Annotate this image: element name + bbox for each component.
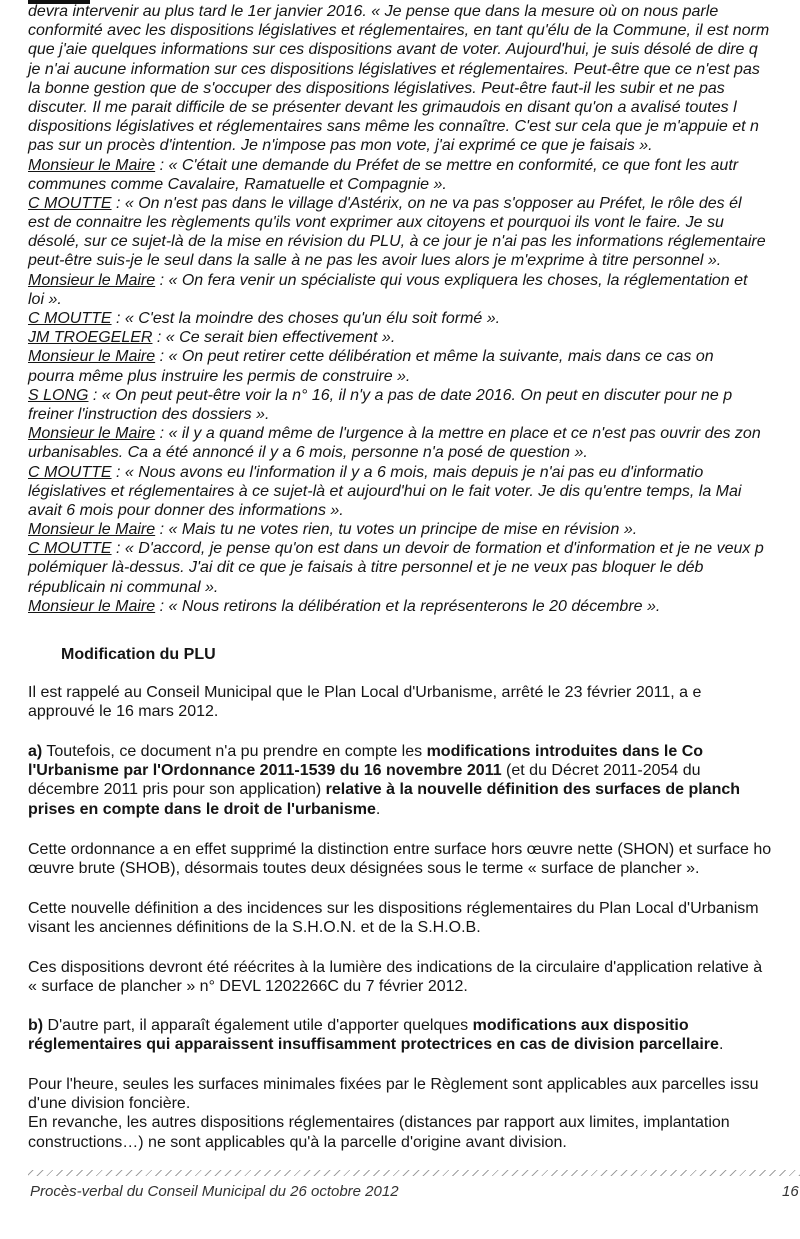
transcript-text: freiner l'instruction des dossiers ».	[28, 405, 270, 423]
transcript-text: devra intervenir au plus tard le 1er janvier 2016. « Je pense que dans la mesure où on nous parle	[28, 3, 719, 20]
bold-text: modifications aux dispositio	[472, 1017, 689, 1034]
footer-title: Procès-verbal du Conseil Municipal du 26 octobre 2012	[30, 1183, 399, 1200]
transcript-text: : « D'accord, je pense qu'on est dans un devoir de formation et d'information et je ne veux p	[111, 540, 764, 558]
transcript-text: : « On fera venir un spécialiste qui vous expliquera les choses, la réglementation et	[155, 271, 748, 289]
transcript-line	[28, 386, 800, 405]
transcript-text: polémiquer là-dessus. J'ai dit ce que je faisais à titre personnel et je ne veux pas bloquer le déb	[28, 559, 704, 577]
transcript-text: que j'aie quelques informations sur ces dispositions avant de voter. Aujourd'hui, je suis désolé de dire q	[28, 41, 758, 59]
paragraph	[28, 1075, 800, 1152]
speaker-name: Monsieur le Maire	[28, 348, 156, 366]
body-text: .	[718, 1036, 724, 1054]
body-text: « surface de plancher » n° DEVL 1202266C du 7 février 2012.	[28, 978, 468, 996]
transcript-text: communes comme Cavalaire, Ramatuelle et Compagnie ».	[28, 175, 447, 193]
body-text: d'une division foncière.	[28, 1095, 191, 1113]
paragraph-line	[28, 742, 800, 761]
speaker-name: Monsieur le Maire	[28, 425, 156, 443]
paragraph-line	[28, 761, 800, 780]
transcript-line	[28, 136, 800, 155]
body-text: En revanche, les autres dispositions réglementaires (distances par rapport aux limites, implantation	[28, 1114, 730, 1132]
transcript-line	[28, 367, 800, 386]
footer-divider	[28, 1170, 800, 1176]
speaker-name: Monsieur le Maire	[28, 271, 156, 289]
section-heading: Modification du PLU	[61, 646, 216, 663]
paragraph-line	[28, 1016, 800, 1035]
transcript-line	[28, 539, 800, 558]
body-text: D'autre part, il apparaît également utile d'apporter quelques	[43, 1017, 473, 1034]
transcript-text: : « On n'est pas dans le village d'Astérix, on ne va pas s'opposer au Préfet, le rôle des él	[111, 194, 742, 212]
transcript-line	[28, 40, 800, 59]
speaker-name: Monsieur le Maire	[28, 156, 156, 174]
transcript-text: : « Mais tu ne votes rien, tu votes un principe de mise en révision ».	[155, 521, 638, 539]
speaker-name: S LONG	[28, 386, 89, 404]
transcript-text: républicain ni communal ».	[28, 578, 219, 596]
transcript-line	[28, 501, 800, 520]
body-text: Cette ordonnance a en effet supprimé la distinction entre surface hors œuvre nette (SHON) et surface ho	[28, 841, 772, 858]
paragraph	[28, 742, 800, 819]
transcript-line	[28, 290, 800, 309]
transcript-text: : « il y a quand même de l'urgence à la mettre en place et ce n'est pas ouvrir des zon	[155, 425, 761, 443]
paragraph	[28, 899, 800, 937]
transcript-line	[28, 79, 800, 98]
transcript-line	[28, 98, 800, 117]
bold-text: relative à la nouvelle définition des surfaces de planch	[325, 781, 741, 799]
transcript-line	[28, 156, 800, 175]
body-text: Pour l'heure, seules les surfaces minimales fixées par le Règlement sont applicables aux parcelles issu	[28, 1076, 759, 1093]
transcript-line	[28, 520, 800, 539]
speaker-name: Monsieur le Maire	[28, 597, 156, 615]
bold-text: modifications introduites dans le Co	[426, 743, 704, 760]
transcript-text: discuter. Il me parait difficile de se présenter devant les grimaudois en disant qu'on a avalisé toutes l	[28, 98, 737, 116]
bold-text: a)	[28, 743, 43, 760]
transcript-text: : « Ce serait bien effectivement ».	[152, 329, 396, 347]
transcript-text: avait 6 mois pour donner des informations ».	[28, 501, 344, 519]
speaker-name: C MOUTTE	[28, 194, 112, 212]
page-number: 16	[782, 1183, 799, 1200]
speaker-name: Monsieur le Maire	[28, 521, 156, 539]
transcript-line	[28, 21, 800, 40]
body-text: .	[375, 800, 381, 818]
transcript-text: désolé, sur ce sujet-là de la mise en révision du PLU, à ce jour je n'ai pas les informations réglementaire	[28, 233, 766, 251]
paragraph-line	[28, 800, 800, 819]
transcript-text: : « C'est la moindre des choses qu'un élu soit formé ».	[111, 310, 501, 327]
transcript-line	[28, 2, 800, 21]
transcript-text: conformité avec les dispositions législatives et réglementaires, en tant qu'élu de la Commune, il est norm	[28, 22, 770, 40]
transcript-text: : « C'était une demande du Préfet de se mettre en conformité, ce que font les autr	[155, 156, 739, 174]
paragraph-line	[28, 780, 800, 799]
body-text: Ces dispositions devront été réécrites à la lumière des indications de la circulaire d'application relative à	[28, 959, 763, 976]
transcript-line	[28, 194, 800, 213]
transcript-line	[28, 251, 800, 270]
transcript-line	[28, 597, 800, 616]
bold-text: réglementaires qui apparaissent insuffisamment protectrices en cas de division parcellaire	[28, 1036, 719, 1054]
paragraph-line	[28, 918, 800, 937]
transcript-line	[28, 213, 800, 232]
transcript-text: est de connaitre les règlements qu'ils vont exprimer aux citoyens et pourquoi ils vont le faire. Je su	[28, 214, 724, 232]
body-text: (et du Décret 2011-2054 du	[501, 762, 701, 780]
transcript-line	[28, 347, 800, 366]
transcript-text: législatives et réglementaires à ce sujet-là et aujourd'hui on le fait voter. Je dis qu'entre temps, la Mai	[28, 482, 742, 500]
body-text: décembre 2011 pris pour son application)	[28, 781, 326, 799]
paragraph	[28, 840, 800, 878]
paragraph-line	[28, 1035, 800, 1054]
bold-text: prises en compte dans le droit de l'urbanisme	[28, 800, 376, 818]
transcript-text: : « On peut peut-être voir la n° 16, il n'y a pas de date 2016. On peut en discuter pour ne p	[88, 386, 733, 404]
paragraph-line	[28, 1133, 800, 1152]
body-text: approuvé le 16 mars 2012.	[28, 703, 219, 721]
paragraph-line	[28, 899, 800, 918]
speaker-name: C MOUTTE	[28, 310, 112, 327]
transcript-line	[28, 424, 800, 443]
paragraph-line	[28, 840, 800, 859]
transcript-line	[28, 328, 800, 347]
transcript-text: je n'ai aucune information sur ces dispositions législatives et réglementaires. Peut-être que ce n'est pas	[28, 60, 760, 78]
paragraph	[28, 683, 800, 721]
paragraph-line	[28, 683, 800, 702]
paragraph-line	[28, 958, 800, 977]
paragraph	[28, 958, 800, 996]
transcript-text: la bonne gestion que de s'occuper des dispositions législatives. Peut-être faut-il les subir et ne pas	[28, 79, 725, 97]
body-text: Il est rappelé au Conseil Municipal que le Plan Local d'Urbanisme, arrêté le 23 février 2011, a e	[28, 684, 702, 701]
paragraph-line	[28, 702, 800, 721]
transcript-text: urbanisables. Ca a été annoncé il y a 6 mois, personne n'a posé de question ».	[28, 444, 588, 462]
transcript-line	[28, 271, 800, 290]
paragraph-line	[28, 1075, 800, 1094]
transcript-line	[28, 175, 800, 194]
transcript-line	[28, 463, 800, 482]
body-text: constructions…) ne sont applicables qu'à la parcelle d'origine avant division.	[28, 1133, 567, 1151]
transcript-line	[28, 558, 800, 577]
body-text: Cette nouvelle définition a des incidences sur les dispositions réglementaires du Plan Local d'Urbanism	[28, 900, 759, 917]
transcript-text: : « Nous retirons la délibération et la représenterons le 20 décembre ».	[155, 597, 661, 615]
speaker-name: JM TROEGELER	[28, 329, 153, 347]
bold-text: l'Urbanisme par l'Ordonnance 2011-1539 du 16 novembre 2011	[28, 762, 502, 780]
transcript-line	[28, 578, 800, 597]
body-text: œuvre brute (SHOB), désormais toutes deux désignées sous le terme « surface de plancher ».	[28, 860, 700, 878]
transcript-text: peut-être suis-je le seul dans la salle à ne pas les avoir lues alors je m'exprime à titre personnel ».	[28, 252, 722, 270]
bold-text: b)	[28, 1017, 44, 1034]
body-text: Toutefois, ce document n'a pu prendre en compte les	[42, 743, 427, 760]
paragraph-line	[28, 1113, 800, 1132]
speaker-name: C MOUTTE	[28, 540, 112, 558]
transcript-text: : « On peut retirer cette délibération et même la suivante, mais dans ce cas on	[155, 348, 714, 366]
body-text: visant les anciennes définitions de la S.H.O.N. et de la S.H.O.B.	[28, 919, 481, 937]
transcript-text: loi ».	[28, 290, 62, 308]
transcript-text: pas sur un procès d'intention. Je n'impose pas mon vote, j'ai exprimé ce que je faisais ».	[28, 137, 653, 155]
paragraph	[28, 1016, 800, 1054]
paragraph-line	[28, 1094, 800, 1113]
speaker-name: C MOUTTE	[28, 463, 112, 481]
transcript-line	[28, 232, 800, 251]
transcript-line	[28, 443, 800, 462]
transcript-text: : « Nous avons eu l'information il y a 6 mois, mais depuis je n'ai pas eu d'informatio	[111, 463, 704, 481]
paragraph-line	[28, 977, 800, 996]
transcript-line	[28, 117, 800, 136]
transcript-line	[28, 482, 800, 501]
transcript-line	[28, 309, 800, 328]
transcript-line	[28, 405, 800, 424]
transcript-text: dispositions législatives et réglementaires sans même les connaître. C'est sur cela que je m'appuie et n	[28, 118, 759, 136]
paragraph-line	[28, 859, 800, 878]
transcript-text: pourra même plus instruire les permis de construire ».	[28, 367, 411, 385]
debate-transcript	[28, 2, 800, 616]
transcript-line	[28, 60, 800, 79]
